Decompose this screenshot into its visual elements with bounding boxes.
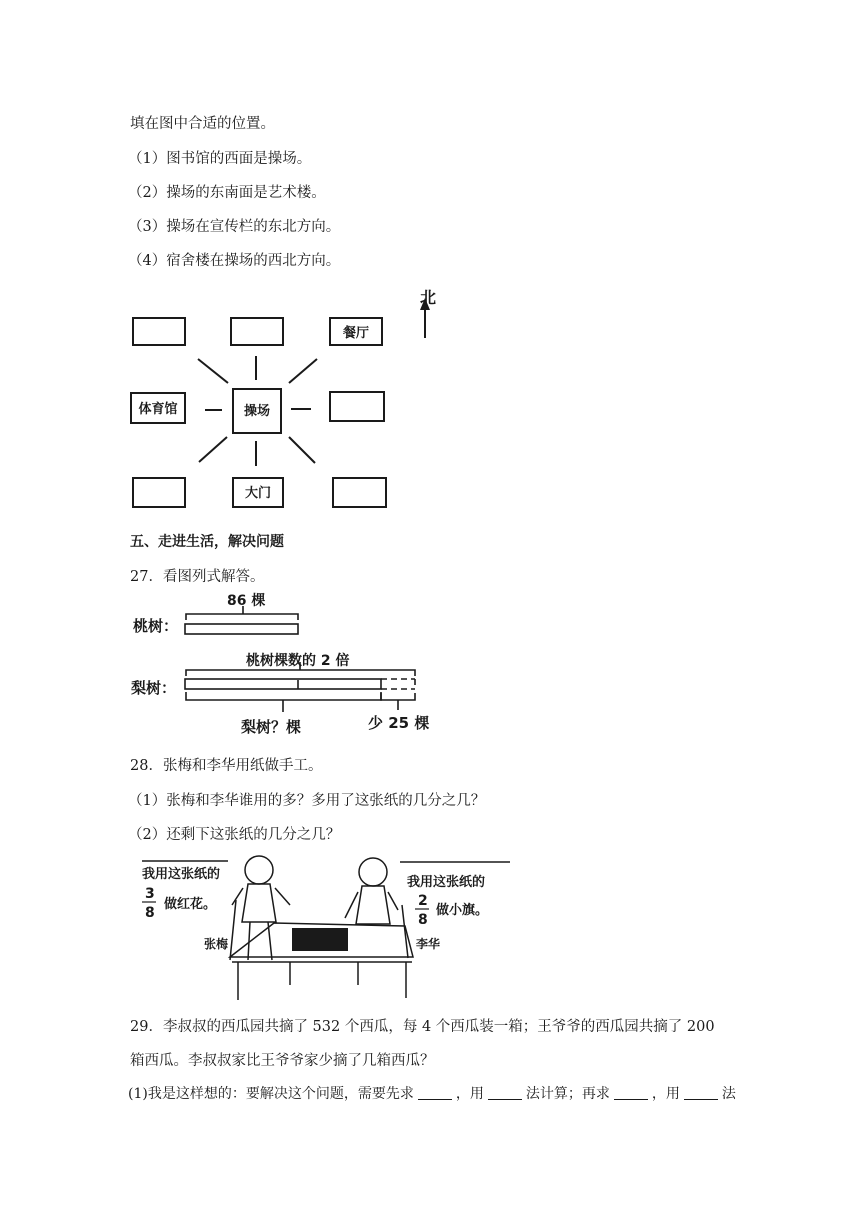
q29-line2: 箱西瓜。李叔叔家比王爷爷家少摘了几箱西瓜？ <box>130 1053 435 1069</box>
q27-title: 27．看图列式解答。 <box>130 569 265 585</box>
box-northwest <box>133 318 185 345</box>
right-speech-tail: 做小旗。 <box>436 903 489 918</box>
q29-prompt <box>128 1083 736 1103</box>
q29-p3: 法计算；再求 <box>525 1086 610 1102</box>
box-east <box>330 392 384 421</box>
q28-illustration <box>0 850 860 1010</box>
girl-head <box>245 856 273 884</box>
paper-on-table <box>292 928 348 951</box>
left-frac-den: 8 <box>145 905 155 921</box>
peach-label: 桃树： <box>133 617 179 635</box>
right-frac-num: 2 <box>418 893 428 909</box>
segment-diagram <box>0 590 860 740</box>
left-frac-num: 3 <box>145 886 155 902</box>
left-speech-tail: 做红花。 <box>164 897 217 912</box>
q28-sub2: （2）还剩下这张纸的几分之几？ <box>128 827 341 843</box>
clue-4: （4）宿舍楼在操场的西北方向。 <box>128 253 341 269</box>
answer-blank-1[interactable] <box>418 1085 452 1100</box>
direction-map <box>0 278 860 518</box>
less-label: 少 25 棵 <box>368 714 430 732</box>
boy-head <box>359 858 387 886</box>
box-southeast <box>333 478 386 507</box>
q29-p4: ，用 <box>651 1086 680 1102</box>
clue-3: （3）操场在宣传栏的东北方向。 <box>128 219 341 235</box>
box-northeast-label: 餐厅 <box>342 326 370 341</box>
less-brace <box>381 693 415 710</box>
answer-blank-2[interactable] <box>488 1085 522 1100</box>
answer-blank-3[interactable] <box>614 1085 648 1100</box>
double-label: 桃树棵数的 2 倍 <box>246 653 350 669</box>
right-speech-top: 我用这张纸的 <box>407 875 486 890</box>
north-label: 北 <box>420 288 437 307</box>
q28-sub1: （1）张梅和李华谁用的多？多用了这张纸的几分之几？ <box>128 793 486 809</box>
pear-label: 梨树： <box>131 679 177 697</box>
pear-question-brace <box>186 692 381 712</box>
clue-1: （1）图书馆的西面是操场。 <box>128 151 312 167</box>
answer-blank-4[interactable] <box>684 1085 718 1100</box>
intro-text: 填在图中合适的位置。 <box>130 116 275 132</box>
box-south-label: 大门 <box>244 486 272 501</box>
pear-question: 梨树？棵 <box>241 718 302 736</box>
peach-bar <box>185 624 298 634</box>
q29-line1: 29．李叔叔的西瓜园共摘了 532 个西瓜，每 4 个西瓜装一箱；王爷爷的西瓜园共摘了 200 <box>130 1019 715 1035</box>
q29-p2: ，用 <box>455 1086 484 1102</box>
box-southwest <box>133 478 185 507</box>
section-title: 五、走进生活，解决问题 <box>130 534 284 550</box>
q29-p5: 法 <box>721 1086 736 1102</box>
peach-count: 86 棵 <box>227 593 266 609</box>
left-name: 张梅 <box>204 937 229 951</box>
pear-bar-dashed <box>381 679 415 689</box>
q28-title: 28．张梅和李华用纸做手工。 <box>130 758 323 774</box>
box-north <box>231 318 283 345</box>
box-center-label: 操场 <box>243 404 271 419</box>
pear-bar-solid <box>185 679 381 689</box>
left-speech-top: 我用这张纸的 <box>142 867 221 882</box>
right-frac-den: 8 <box>418 912 428 928</box>
right-name: 李华 <box>416 937 441 951</box>
box-west-label: 体育馆 <box>138 402 178 417</box>
q29-p1: (1)我是这样想的：要解决这个问题，需要先求 <box>128 1086 414 1102</box>
clue-2: （2）操场的东南面是艺术楼。 <box>128 185 326 201</box>
